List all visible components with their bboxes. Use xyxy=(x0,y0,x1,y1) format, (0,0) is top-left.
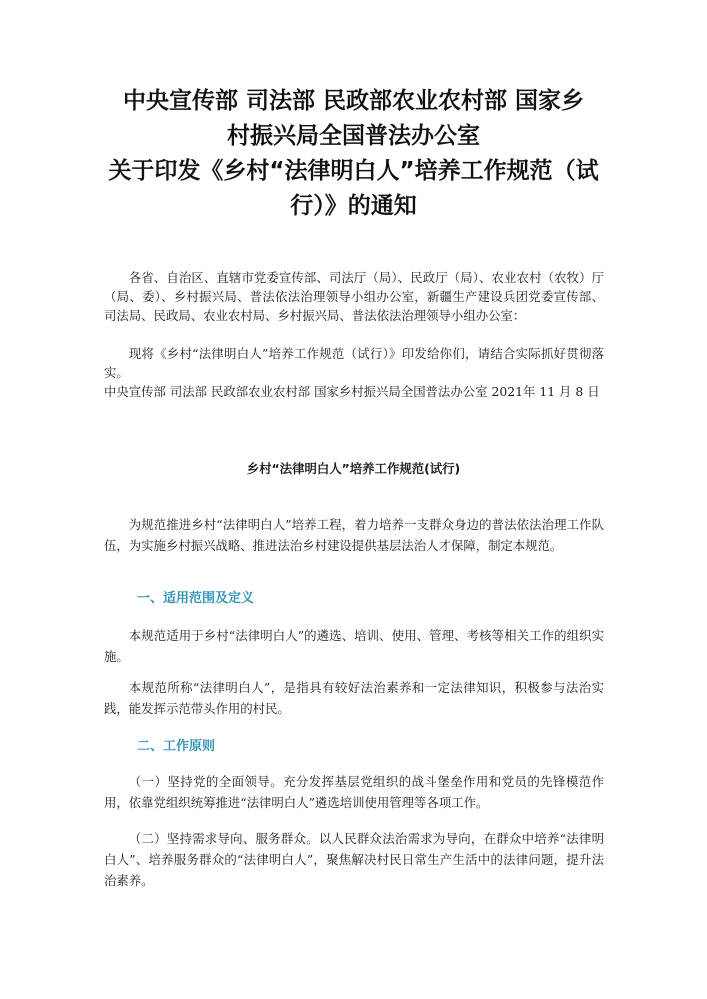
spec-title: 乡村“法律明白人”培养工作规范(试行) xyxy=(246,461,461,476)
notice-body: 现将《乡村“法律明白人”培养工作规范（试行）》印发给你们，请结合实际抓好贯彻落实。 xyxy=(104,346,604,380)
scope-paragraph-2: 本规范所称“法律明白人”，是指具有较好法治素养和一定法律知识，积极参与法治实践，能发挥示范带头作用的村民。 xyxy=(104,680,604,716)
title-line-3: 关于印发《乡村“法律明白人”培养工作规范（试 xyxy=(108,158,599,184)
principles-paragraph-2: （二）坚持需求导向、服务群众。以人民群众法治需求为导向，在群众中培养“法律明白人”、培养服务群众的“法律明白人”，聚焦解决村民日常生产生活中的法律问题，提升法治素养。 xyxy=(104,831,604,888)
title-line-1: 中央宣传部 司法部 民政部农业农村部 国家乡 xyxy=(122,88,585,114)
notice-salutation: 各省、自治区、直辖市党委宣传部、司法厅（局）、民政厅（局）、农业农村（农牧）厅（局、委）、乡村振兴局、普法依法治理领导小组办公室，新疆生产建设兵团党委宣传部、司法局、民政局、农业农村局、乡村振兴局、普法依法治理领导小组办公室： xyxy=(104,270,604,323)
document-title xyxy=(96,84,611,224)
title-line-2: 村振兴局全国普法办公室 xyxy=(227,123,480,149)
principles-paragraph-1: （一）坚持党的全面领导。充分发挥基层党组织的战斗堡垒作用和党员的先锋模范作用，依靠党组织统筹推进“法律明白人”遴选培训使用管理等各项工作。 xyxy=(104,774,604,810)
notice-signature: 中央宣传部 司法部 民政部农业农村部 国家乡村振兴局全国普法办公室 2021年 11 月 8 日 xyxy=(104,384,600,399)
section-heading-principles: 二、工作原则 xyxy=(137,739,216,754)
title-line-4: 行）》的通知 xyxy=(290,193,417,219)
spec-intro-paragraph: 为规范推进乡村“法律明白人”培养工程，着力培养一支群众身边的普法依法治理工作队伍，为实施乡村振兴战略、推进法治乡村建设提供基层法治人才保障，制定本规范。 xyxy=(104,517,604,553)
section-heading-scope: 一、适用范围及定义 xyxy=(137,591,255,606)
scope-paragraph-1: 本规范适用于乡村“法律明白人”的遴选、培训、使用、管理、考核等相关工作的组织实施。 xyxy=(104,628,604,664)
